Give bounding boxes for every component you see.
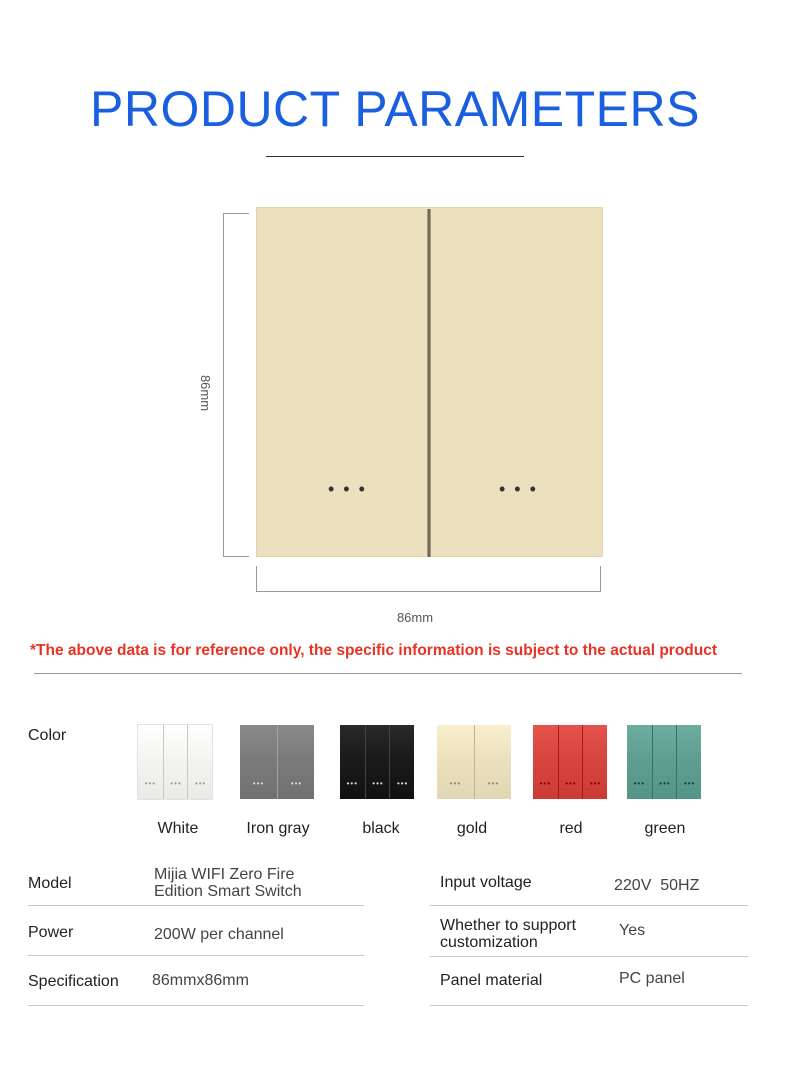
indicator-dots-icon: ••• — [170, 779, 182, 788]
spec-label-panel-material: Panel material — [440, 972, 543, 989]
indicator-dots-icon: ••• — [290, 779, 303, 788]
indicator-dots-icon: ••• — [659, 779, 671, 788]
swatch-gang — [474, 725, 511, 799]
color-name-red: red — [559, 820, 583, 837]
spec-row-divider — [28, 905, 364, 906]
spec-row-divider — [430, 905, 748, 906]
swatch-gold — [437, 725, 511, 799]
swatch-gang — [676, 725, 701, 799]
color-section-label: Color — [28, 727, 67, 744]
swatch-gang — [389, 725, 414, 799]
swatch-gang — [277, 725, 314, 799]
switch-panel-divider — [427, 209, 431, 557]
spec-value-model: Mijia WIFI Zero Fire Edition Smart Switch — [154, 866, 302, 900]
indicator-dots-icon: ••• — [194, 779, 207, 788]
swatch-green — [627, 725, 701, 799]
spec-value-customization: Yes — [619, 922, 646, 939]
swatch-gang — [187, 725, 212, 799]
color-name-white: White — [157, 820, 199, 837]
swatch-gang — [138, 725, 163, 799]
swatch-gang — [240, 725, 277, 799]
swatch-gang — [582, 725, 607, 799]
spec-value-input-voltage: 220V 50HZ — [614, 877, 700, 894]
spec-row-divider — [28, 955, 364, 956]
swatch-gang — [652, 725, 678, 799]
width-dimension-tick-right — [600, 566, 601, 592]
indicator-dots-icon: ••• — [449, 779, 462, 788]
indicator-dots-icon: ••• — [565, 779, 577, 788]
color-name-iron-gray: Iron gray — [246, 820, 310, 837]
swatch-gang — [533, 725, 558, 799]
spec-row-divider — [430, 1005, 748, 1006]
height-dimension-tick-top — [223, 213, 249, 214]
spec-value-panel-material: PC panel — [619, 970, 685, 987]
height-dimension-label: 86mm — [198, 374, 213, 412]
indicator-dots-icon: ••• — [589, 779, 602, 788]
indicator-dots-icon: ••• — [346, 779, 359, 788]
swatch-gang — [340, 725, 365, 799]
swatch-gang — [365, 725, 391, 799]
left-gang-indicator-icon: • • • — [328, 479, 367, 499]
indicator-dots-icon: ••• — [539, 779, 552, 788]
height-dimension-tick-bottom — [223, 556, 249, 557]
indicator-dots-icon: ••• — [633, 779, 646, 788]
indicator-dots-icon: ••• — [683, 779, 696, 788]
spec-label-customization: Whether to support customization — [440, 917, 577, 951]
swatch-gang — [437, 725, 474, 799]
swatch-red — [533, 725, 607, 799]
color-name-black: black — [362, 820, 400, 837]
indicator-dots-icon: ••• — [252, 779, 265, 788]
indicator-dots-icon: ••• — [372, 779, 384, 788]
spec-value-power: 200W per channel — [154, 926, 284, 943]
color-name-green: green — [644, 820, 686, 837]
width-dimension-tick-left — [256, 566, 257, 592]
swatch-gang — [627, 725, 652, 799]
spec-row-divider — [28, 1005, 364, 1006]
width-dimension-label: 86mm — [396, 610, 434, 625]
spec-label-model: Model — [28, 875, 72, 892]
disclaimer-text: *The above data is for reference only, the specific information is subject to the actual product — [30, 642, 718, 659]
spec-label-power: Power — [28, 924, 74, 941]
swatch-iron-gray — [240, 725, 314, 799]
disclaimer-divider — [34, 673, 742, 674]
width-dimension-line — [256, 591, 601, 592]
swatch-gang — [558, 725, 584, 799]
swatch-black — [340, 725, 414, 799]
title-divider — [266, 156, 524, 157]
height-dimension-line — [223, 213, 224, 557]
spec-label-specification: Specification — [28, 973, 119, 990]
spec-value-specification: 86mmx86mm — [152, 972, 249, 989]
indicator-dots-icon: ••• — [396, 779, 409, 788]
spec-label-input-voltage: Input voltage — [440, 874, 532, 891]
swatch-gang — [163, 725, 189, 799]
page-title: PRODUCT PARAMETERS — [89, 81, 700, 137]
indicator-dots-icon: ••• — [144, 779, 157, 788]
color-name-gold: gold — [456, 820, 488, 837]
indicator-dots-icon: ••• — [487, 779, 500, 788]
spec-row-divider — [430, 956, 748, 957]
swatch-white — [138, 725, 212, 799]
right-gang-indicator-icon: • • • — [499, 479, 538, 499]
